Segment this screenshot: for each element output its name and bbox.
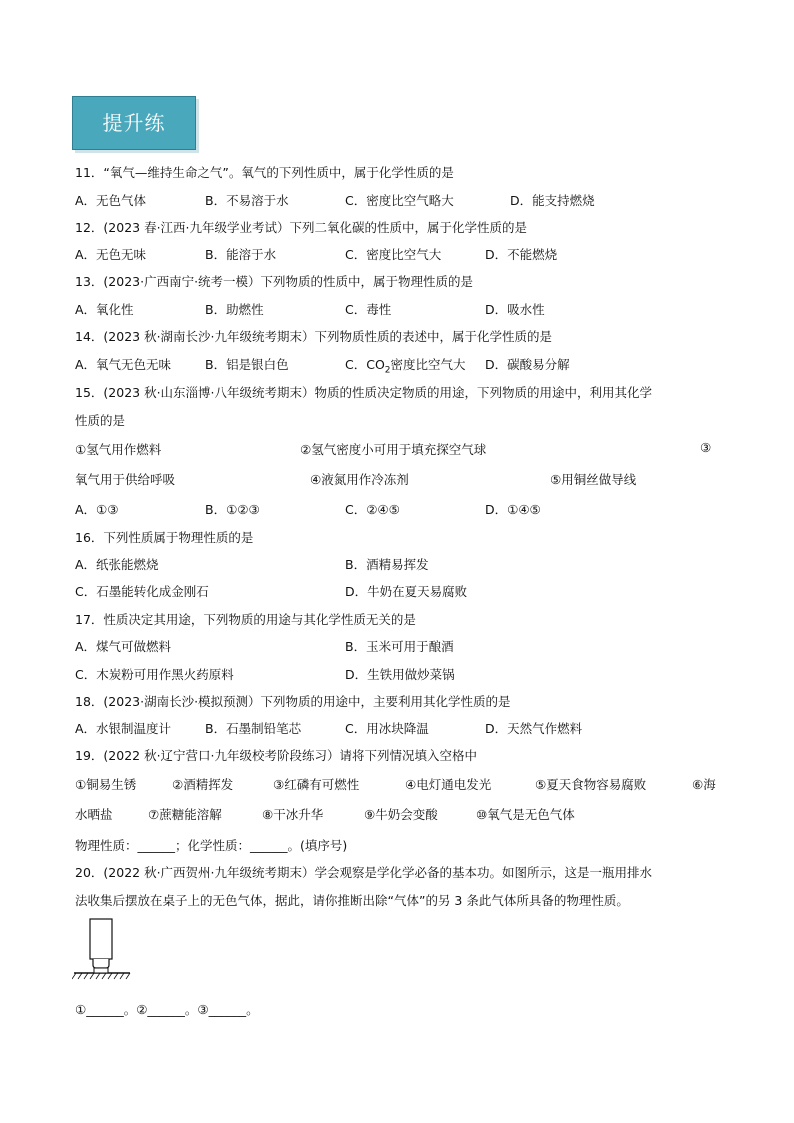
q17-option-b: B．玉米可用于酿酒: [345, 639, 454, 654]
q15-stem-line1: 15．(2023 秋·山东淄博·八年级统考期末）物质的性质决定物质的用途，下列物质的用途中，利用其化学: [75, 385, 653, 400]
q12-stem: 12．(2023 春·江西·九年级学业考试）下列二氧化碳的性质中，属于化学性质的是: [75, 220, 528, 235]
q13-stem: 13．(2023·广西南宁·统考一模）下列物质的性质中，属于物理性质的是: [75, 274, 474, 289]
q14-stem: 14．(2023 秋·湖南长沙·九年级统考期末）下列物质性质的表述中，属于化学性质的是: [75, 329, 553, 344]
q16-option-a: A．纸张能燃烧: [75, 557, 159, 572]
q15-stem-line2: 性质的是: [75, 413, 126, 428]
q15-option-b: B．①②③: [205, 502, 260, 517]
q19-item-3: ③红磷有可燃性: [273, 777, 360, 792]
q19-item-7: ⑦蔗糖能溶解: [148, 807, 222, 822]
q18-option-b: B．石墨制铅笔芯: [205, 721, 302, 736]
q13-option-a: A．氧化性: [75, 302, 134, 317]
q15-option-c: C．②④⑤: [345, 502, 400, 517]
q13-option-c: C．毒性: [345, 302, 392, 317]
q15-option-a: A．①③: [75, 502, 119, 517]
q16-option-b: B．酒精易挥发: [345, 557, 429, 572]
q19-item-2: ②酒精挥发: [172, 777, 234, 792]
q19-item-1: ①铜易生锈: [75, 777, 137, 792]
q16-option-c: C．石墨能转化成金刚石: [75, 584, 209, 599]
q11-stem: 11．“氧气—维持生命之气”。氧气的下列性质中，属于化学性质的是: [75, 165, 454, 180]
q17-option-c: C．木炭粉可用作黑火药原料: [75, 667, 234, 682]
q11-option-b: B．不易溶于水: [205, 193, 289, 208]
q17-option-a: A．煤气可做燃料: [75, 639, 172, 654]
q19-answer-blanks: 物理性质：______；化学性质：______。(填序号): [75, 838, 348, 853]
q15-item-1: ①氢气用作燃料: [75, 442, 162, 457]
q11-option-d: D．能支持燃烧: [510, 193, 595, 208]
q15-item-4: ④液氮用作冷冻剂: [310, 472, 409, 487]
q19-item-6-marker: ⑥海: [692, 777, 716, 792]
q20-stem-line2: 法收集后摆放在桌子上的无色气体，据此，请你推断出除“气体”的另 3 条此气体所具备的物理性质。: [75, 893, 629, 908]
q13-option-d: D．吸水性: [485, 302, 545, 317]
q17-stem: 17．性质决定其用途，下列物质的用途与其化学性质无关的是: [75, 612, 416, 627]
q14-option-a: A．氧气无色无味: [75, 357, 172, 372]
q15-option-d: D．①④⑤: [485, 502, 541, 517]
q13-option-b: B．助燃性: [205, 302, 264, 317]
section-banner: 提升练: [72, 96, 196, 150]
q18-option-d: D．天然气作燃料: [485, 721, 583, 736]
q19-item-5: ⑤夏天食物容易腐败: [535, 777, 647, 792]
q11-option-a: A．无色气体: [75, 193, 147, 208]
q18-stem: 18．(2023·湖南长沙·模拟预测）下列物质的用途中，主要利用其化学性质的是: [75, 694, 511, 709]
q19-item-10: ⑩氧气是无色气体: [476, 807, 575, 822]
q19-item-9: ⑨牛奶会变酸: [364, 807, 438, 822]
q18-option-a: A．水银制温度计: [75, 721, 172, 736]
q12-option-c: C．密度比空气大: [345, 247, 442, 262]
q17-option-d: D．生铁用做炒菜锅: [345, 667, 455, 682]
q19-item-6: 水晒盐: [75, 807, 113, 822]
q12-option-d: D．不能燃烧: [485, 247, 558, 262]
q15-item-2: ②氢气密度小可用于填充探空气球: [300, 442, 487, 457]
q12-option-a: A．无色无味: [75, 247, 147, 262]
q11-option-c: C．密度比空气略大: [345, 193, 454, 208]
q16-stem: 16．下列性质属于物理性质的是: [75, 530, 254, 545]
q14-option-d: D．碳酸易分解: [485, 357, 570, 372]
q19-stem: 19．(2022 秋·辽宁营口·九年级校考阶段练习）请将下列情况填入空格中: [75, 748, 478, 763]
q15-item-3: 氧气用于供给呼吸: [75, 472, 176, 487]
q19-item-4: ④电灯通电发光: [405, 777, 492, 792]
gas-bottle-figure: [72, 915, 132, 985]
q19-item-8: ⑧干冰升华: [262, 807, 324, 822]
q12-option-b: B．能溶于水: [205, 247, 277, 262]
q20-answer-blanks: ①______。②______。③______。: [75, 1002, 259, 1017]
q20-stem-line1: 20．(2022 秋·广西贺州·九年级统考期末）学会观察是学化学必备的基本功。如图所示，这是一瓶用排水: [75, 865, 653, 880]
q15-item-3-marker: ③: [700, 440, 712, 455]
q14-option-c: C．$CO_2$密度比空气大: [345, 357, 466, 376]
q16-option-d: D．牛奶在夏天易腐败: [345, 584, 468, 599]
q15-item-5: ⑤用铜丝做导线: [550, 472, 637, 487]
q18-option-c: C．用冰块降温: [345, 721, 429, 736]
q14-option-b: B．铝是银白色: [205, 357, 289, 372]
